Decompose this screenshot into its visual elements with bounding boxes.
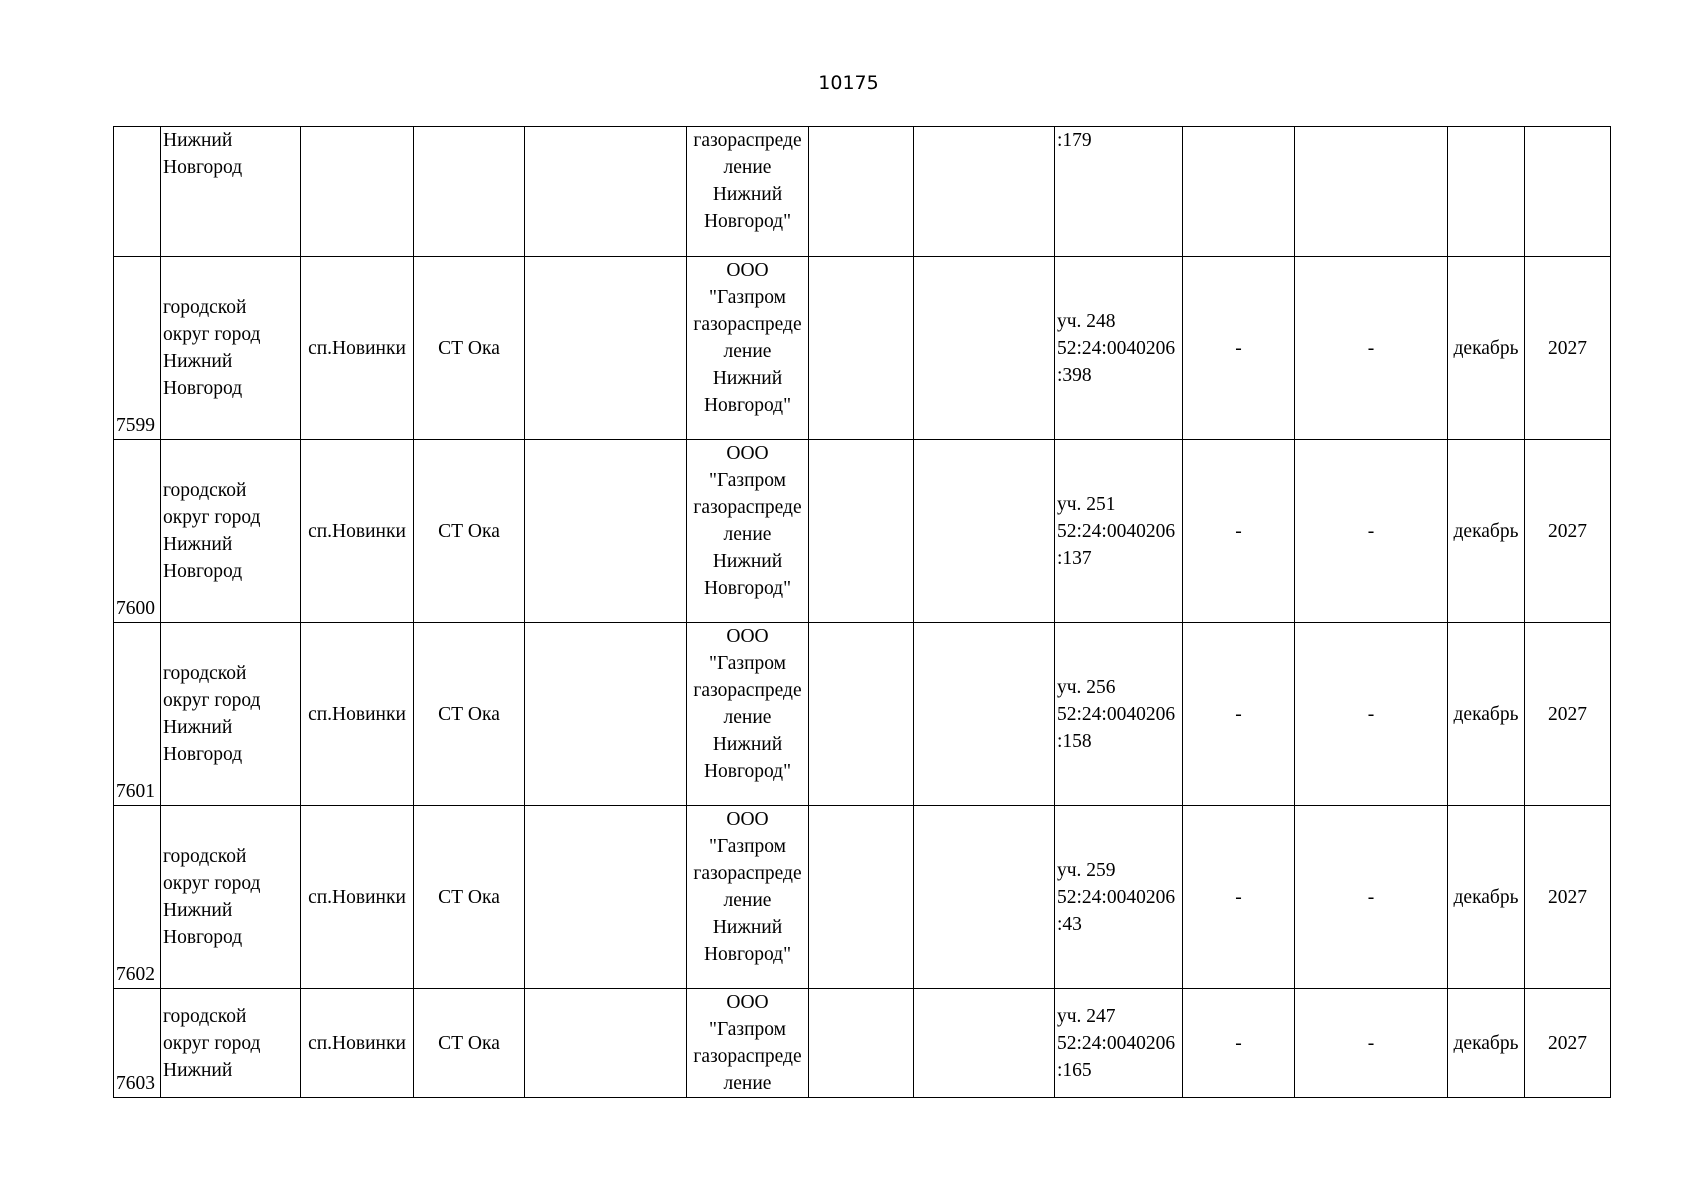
cell-dash: - [1295, 989, 1448, 1098]
cell-empty [525, 806, 687, 989]
organization-line: ление [723, 157, 772, 178]
cell-empty [914, 257, 1055, 440]
location-line: :43 [1057, 913, 1082, 935]
organization-line: газораспреде [693, 130, 802, 151]
cell-empty [1525, 127, 1611, 257]
location-line: :137 [1057, 547, 1092, 569]
organization-line: газораспреде [693, 680, 802, 701]
cell-empty [914, 623, 1055, 806]
table-row [114, 440, 1611, 623]
cell-empty [809, 623, 914, 806]
cell-settlement: сп.Новинки [301, 806, 414, 989]
location-line: 52:24:0040206 [1057, 886, 1176, 908]
organization-line: ление [723, 890, 772, 911]
municipality-line: городской [163, 663, 247, 684]
cell-dash: - [1183, 440, 1295, 623]
cell-empty [914, 989, 1055, 1098]
cell-year: 2027 [1525, 989, 1611, 1098]
organization-line: "Газпром [708, 470, 786, 491]
cell-settlement: сп.Новинки [301, 989, 414, 1098]
municipality-line: округ город [163, 324, 261, 345]
cell-municipality [161, 806, 301, 989]
organization-line: "Газпром [708, 653, 786, 674]
municipality-line: Нижний [163, 351, 233, 372]
cell-dash: - [1183, 806, 1295, 989]
cell-empty [525, 989, 687, 1098]
cell-location [1055, 127, 1183, 257]
cell-num: 7601 [114, 623, 161, 806]
organization-line: Новгород" [703, 578, 792, 599]
municipality-line: округ город [163, 507, 261, 528]
municipality-line: округ город [163, 1032, 261, 1054]
cell-empty [914, 127, 1055, 257]
cell-organization [687, 440, 809, 623]
municipality-line: Новгород [163, 744, 243, 765]
cell-num: 7603 [114, 989, 161, 1098]
organization-line: ление [723, 524, 772, 545]
cell-settlement: сп.Новинки [301, 257, 414, 440]
table-row [114, 989, 1611, 1098]
cell-month: декабрь [1448, 623, 1525, 806]
table-row [114, 806, 1611, 989]
cell-municipality [161, 623, 301, 806]
cell-organization [687, 989, 809, 1098]
cell-dash: - [1295, 623, 1448, 806]
cell-organization [687, 257, 809, 440]
cell-location [1055, 257, 1183, 440]
table-row [114, 257, 1611, 440]
municipality-line: округ город [163, 873, 261, 894]
cell-organization [687, 806, 809, 989]
location-line: уч. 248 [1057, 310, 1116, 332]
location-line: :179 [1057, 130, 1092, 151]
cell-site: СТ Ока [414, 623, 525, 806]
cell-dash: - [1295, 440, 1448, 623]
organization-line: Нижний [712, 734, 783, 755]
municipality-line: городской [163, 480, 247, 501]
organization-line: ление [723, 707, 772, 728]
cell-month: декабрь [1448, 806, 1525, 989]
location-line: :165 [1057, 1059, 1092, 1081]
municipality-line: Нижний [163, 717, 233, 738]
organization-line: ООО [726, 443, 769, 464]
organization-line: Нижний [712, 184, 783, 205]
cell-settlement: сп.Новинки [301, 623, 414, 806]
cell-municipality [161, 440, 301, 623]
organization-line: "Газпром [708, 287, 786, 308]
cell-settlement: сп.Новинки [301, 440, 414, 623]
location-line: :158 [1057, 730, 1092, 752]
municipality-line: городской [163, 297, 247, 318]
municipality-line: Нижний [163, 534, 233, 555]
organization-line: Нижний [712, 551, 783, 572]
cell-municipality [161, 127, 301, 257]
cell-empty [525, 440, 687, 623]
cell-empty [1295, 127, 1448, 257]
location-line: 52:24:0040206 [1057, 703, 1176, 725]
cell-empty [809, 989, 914, 1098]
location-line: уч. 247 [1057, 1005, 1116, 1027]
organization-line: "Газпром [708, 1019, 786, 1040]
organization-line: газораспреде [693, 863, 802, 884]
location-line: :398 [1057, 364, 1092, 386]
cell-dash: - [1295, 257, 1448, 440]
cell-site: СТ Ока [414, 806, 525, 989]
organization-line: Новгород" [703, 211, 792, 232]
organization-line: ление [723, 341, 772, 362]
cell-location [1055, 440, 1183, 623]
organization-line: Новгород" [703, 761, 792, 782]
municipality-line: Новгород [163, 157, 243, 178]
cell-year: 2027 [1525, 257, 1611, 440]
cell-empty [809, 257, 914, 440]
location-line: 52:24:0040206 [1057, 520, 1176, 542]
cell-organization [687, 127, 809, 257]
organization-line: ООО [726, 809, 769, 830]
organization-line: газораспреде [693, 314, 802, 335]
cell-location [1055, 623, 1183, 806]
municipality-line: Новгород [163, 378, 243, 399]
location-line: уч. 251 [1057, 493, 1116, 515]
cell-year: 2027 [1525, 440, 1611, 623]
cell-month: декабрь [1448, 989, 1525, 1098]
cell-empty [914, 440, 1055, 623]
municipality-line: Нижний [163, 130, 233, 151]
cell-site: СТ Ока [414, 989, 525, 1098]
organization-line: ООО [726, 260, 769, 281]
municipality-line: Новгород [163, 561, 243, 582]
organization-line: Новгород" [703, 395, 792, 416]
cell-empty [809, 440, 914, 623]
organization-line: "Газпром [708, 836, 786, 857]
cell-empty [1448, 127, 1525, 257]
location-line: 52:24:0040206 [1057, 337, 1176, 359]
location-line: уч. 256 [1057, 676, 1116, 698]
cell-dash: - [1183, 989, 1295, 1098]
municipality-line: городской [163, 846, 247, 867]
cell-empty [809, 127, 914, 257]
cell-month: декабрь [1448, 440, 1525, 623]
cell-site: СТ Ока [414, 440, 525, 623]
cell-municipality [161, 989, 301, 1098]
cell-dash: - [1295, 806, 1448, 989]
cell-num: 7599 [114, 257, 161, 440]
municipality-line: Нижний [163, 900, 233, 921]
cell-location [1055, 806, 1183, 989]
cell-site [414, 127, 525, 257]
cell-site: СТ Ока [414, 257, 525, 440]
municipality-line: Нижний [163, 1059, 233, 1081]
cell-num: 7602 [114, 806, 161, 989]
organization-line: Нижний [712, 917, 783, 938]
cell-settlement [301, 127, 414, 257]
organization-line: ление [723, 1073, 772, 1094]
organization-line: Нижний [712, 368, 783, 389]
cell-municipality [161, 257, 301, 440]
organization-line: ООО [726, 626, 769, 647]
cell-num [114, 127, 161, 257]
register-table [113, 126, 1611, 1098]
table-row [114, 623, 1611, 806]
cell-location [1055, 989, 1183, 1098]
cell-dash: - [1183, 257, 1295, 440]
organization-line: газораспреде [693, 497, 802, 518]
table-row-continuation [114, 127, 1611, 257]
municipality-line: городской [163, 1005, 247, 1027]
cell-empty [809, 806, 914, 989]
location-line: уч. 259 [1057, 859, 1116, 881]
cell-num: 7600 [114, 440, 161, 623]
cell-dash: - [1183, 623, 1295, 806]
cell-month: декабрь [1448, 257, 1525, 440]
organization-line: газораспреде [693, 1046, 802, 1067]
cell-empty [525, 127, 687, 257]
cell-year: 2027 [1525, 623, 1611, 806]
cell-organization [687, 623, 809, 806]
page-number: 10175 [818, 72, 879, 94]
cell-empty [525, 623, 687, 806]
organization-line: Новгород" [703, 944, 792, 965]
cell-empty [914, 806, 1055, 989]
organization-line: ООО [726, 992, 769, 1013]
cell-empty [1183, 127, 1295, 257]
municipality-line: Новгород [163, 927, 243, 948]
location-line: 52:24:0040206 [1057, 1032, 1176, 1054]
municipality-line: округ город [163, 690, 261, 711]
cell-empty [525, 257, 687, 440]
cell-year: 2027 [1525, 806, 1611, 989]
